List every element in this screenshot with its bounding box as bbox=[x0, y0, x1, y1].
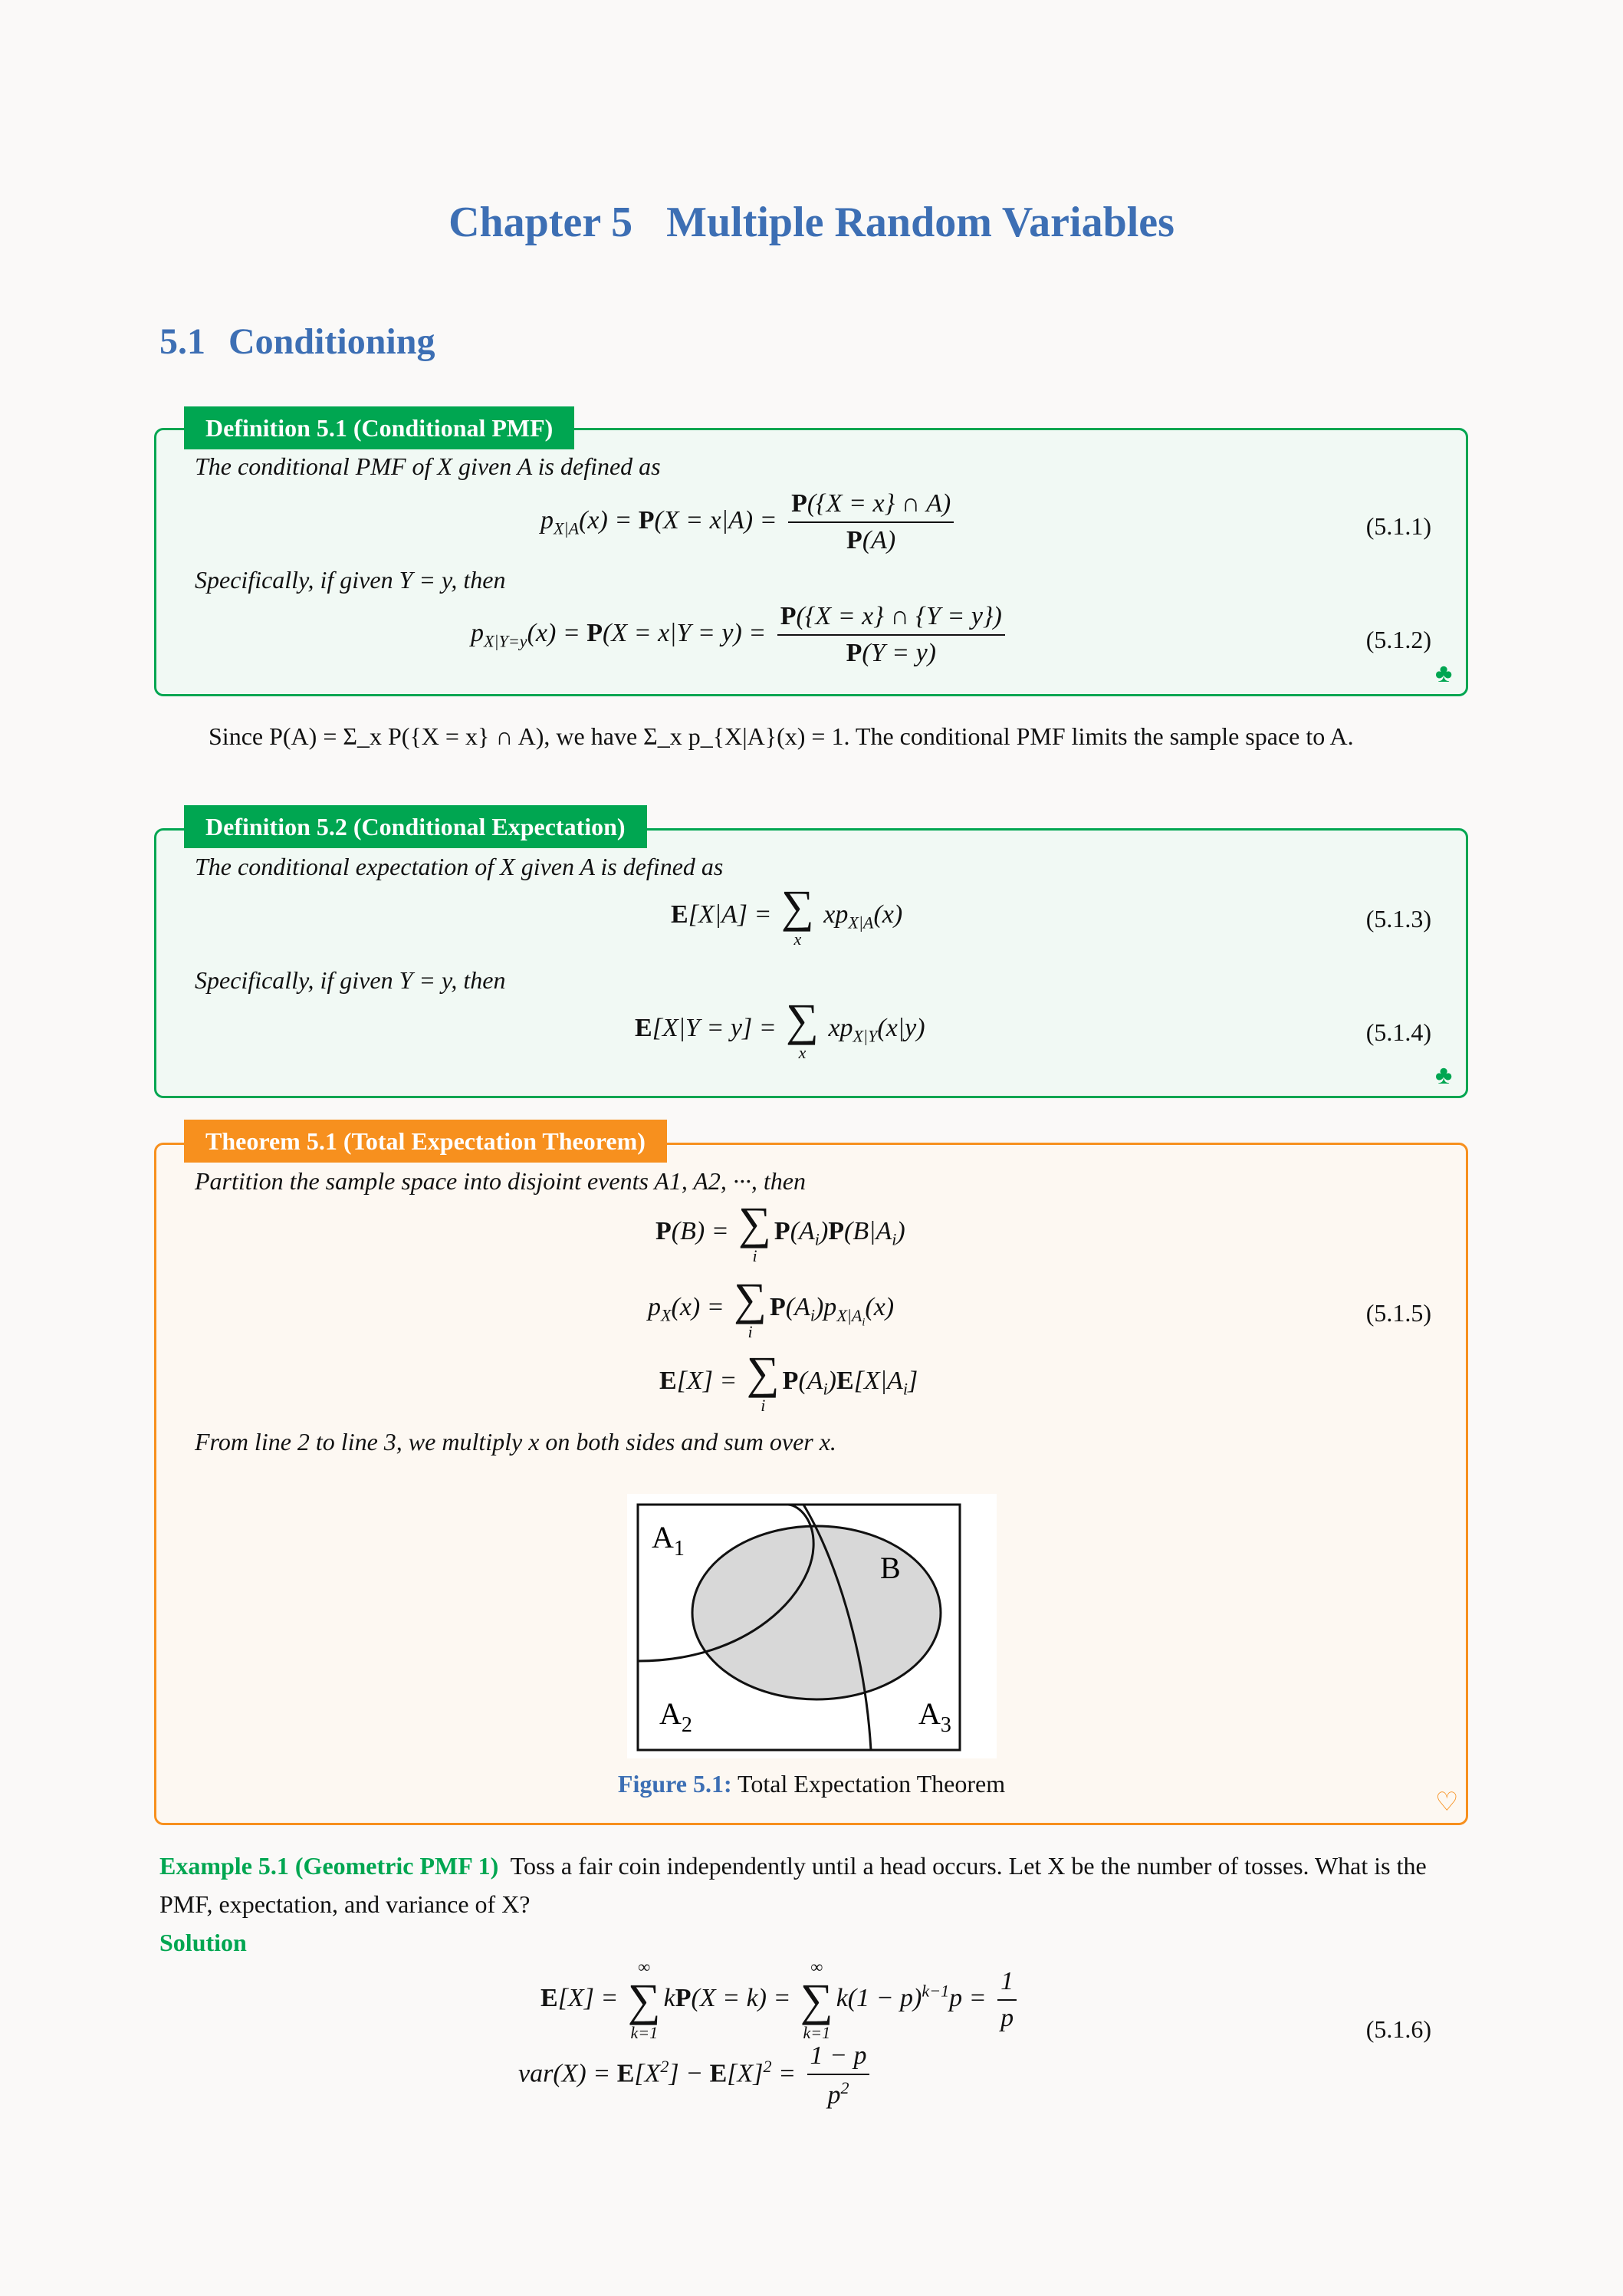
theorem-5-1-intro: Partition the sample space into disjoint events A1, A2, ···, then bbox=[195, 1167, 806, 1195]
section-number: 5.1 bbox=[159, 321, 205, 362]
equation-5-1-6-line-1: E[X] = ∞ ∑ k=1 kP(X = k) = ∞ ∑ k=1 $k(1 - p)^{k-1}p$ = $\frac{1}{p}$ bbox=[540, 1957, 1021, 2043]
equation-number: (5.1.5) bbox=[1365, 1299, 1431, 1327]
paragraph-conditional-pmf bbox=[159, 717, 1467, 755]
equation-5-1-6-line-2: $var(X) = E[X^2] - E[X]^2$ = $\frac{1 - p}{p^2}$ bbox=[518, 2041, 874, 2110]
definition-5-1-mid: Specifically, if given Y = y, then bbox=[195, 566, 506, 594]
definition-5-2-intro: The conditional expectation of X given A is defined as bbox=[195, 853, 724, 880]
equation-number: (5.1.1) bbox=[1365, 512, 1431, 540]
paragraph-text: Since P(A) = Σ_x P({X = x} ∩ A), we have Σ_x p_{X|A}(x) = 1. The conditional PMF limits the sample space to A. bbox=[209, 722, 1354, 750]
equation-number: (5.1.4) bbox=[1365, 1018, 1431, 1046]
example-5-1 bbox=[159, 1847, 1467, 1923]
equation-5-1-1: $p_{X|A}(x) = P(X = x|A)$ = $\frac{P(\{X = x\} \cap A)}{P(A)}$ bbox=[540, 489, 958, 555]
equation-5-1-3: E[X|A] = ∑ x $xp_{X|A}(x)$ bbox=[671, 881, 903, 949]
example-text: Toss a fair coin independently until a head occurs. Let X be the number of tosses. What is the PMF, expectation, and variance of X? bbox=[159, 1852, 1427, 1918]
definition-5-2-tag: Definition 5.2 (Conditional Expectation) bbox=[184, 805, 647, 848]
figure-caption bbox=[0, 1770, 1623, 1798]
solution-label: Solution bbox=[159, 1929, 247, 1956]
venn-diagram-svg bbox=[627, 1494, 997, 1758]
club-icon: ♣ bbox=[1435, 660, 1453, 688]
chapter-name: Multiple Random Variables bbox=[666, 199, 1175, 246]
label-a2: $A_2$ bbox=[659, 1696, 692, 1737]
equation-5-1-2: $p_{X|Y=y}(x) = P(X = x|Y = y)$ = $\frac{P(\{X = x\} \cap \{Y = y\})}{P(Y = y)}$ bbox=[471, 602, 1010, 668]
label-b: B bbox=[880, 1551, 901, 1585]
figure-caption-label: Figure 5.1: bbox=[617, 1770, 732, 1798]
section-title bbox=[159, 321, 435, 363]
equation-number: (5.1.2) bbox=[1365, 626, 1431, 653]
equation-5-1-5-line-1: P(B) = ∑ i $P(A_i)P(B|A_i)$ bbox=[655, 1198, 905, 1265]
theorem-5-1-tag: Theorem 5.1 (Total Expectation Theorem) bbox=[184, 1120, 667, 1163]
label-a1: $A_1$ bbox=[652, 1520, 685, 1561]
definition-5-2-mid: Specifically, if given Y = y, then bbox=[195, 966, 506, 994]
figure-caption-text: Total Expectation Theorem bbox=[738, 1770, 1006, 1798]
example-label: Example 5.1 (Geometric PMF 1) bbox=[159, 1852, 499, 1880]
equation-5-1-5-line-3: E[X] = ∑ i $P(A_i)E[X|A_i]$ bbox=[659, 1347, 918, 1415]
equation-number: (5.1.3) bbox=[1365, 905, 1431, 933]
chapter-label: Chapter 5 bbox=[448, 199, 633, 246]
chapter-title bbox=[0, 198, 1623, 247]
equation-number: (5.1.6) bbox=[1365, 2015, 1431, 2043]
venn-diagram-figure bbox=[627, 1494, 997, 1758]
definition-5-1-intro: The conditional PMF of X given A is defined as bbox=[195, 452, 661, 480]
equation-5-1-5-line-2: $p_X(x)$ = ∑ i $P(A_i)p_{X|A_i}(x)$ bbox=[648, 1274, 895, 1341]
heart-outline-icon: ♡ bbox=[1435, 1788, 1459, 1817]
club-icon: ♣ bbox=[1435, 1061, 1453, 1090]
equation-5-1-4: E[X|Y = y] = ∑ x $xp_{X|Y}(x|y)$ bbox=[635, 995, 925, 1062]
section-name: Conditioning bbox=[228, 321, 435, 362]
label-a3: $A_3$ bbox=[918, 1696, 951, 1737]
theorem-5-1-outro: From line 2 to line 3, we multiply x on both sides and sum over x. bbox=[195, 1428, 836, 1456]
definition-5-1-tag: Definition 5.1 (Conditional PMF) bbox=[184, 406, 574, 449]
